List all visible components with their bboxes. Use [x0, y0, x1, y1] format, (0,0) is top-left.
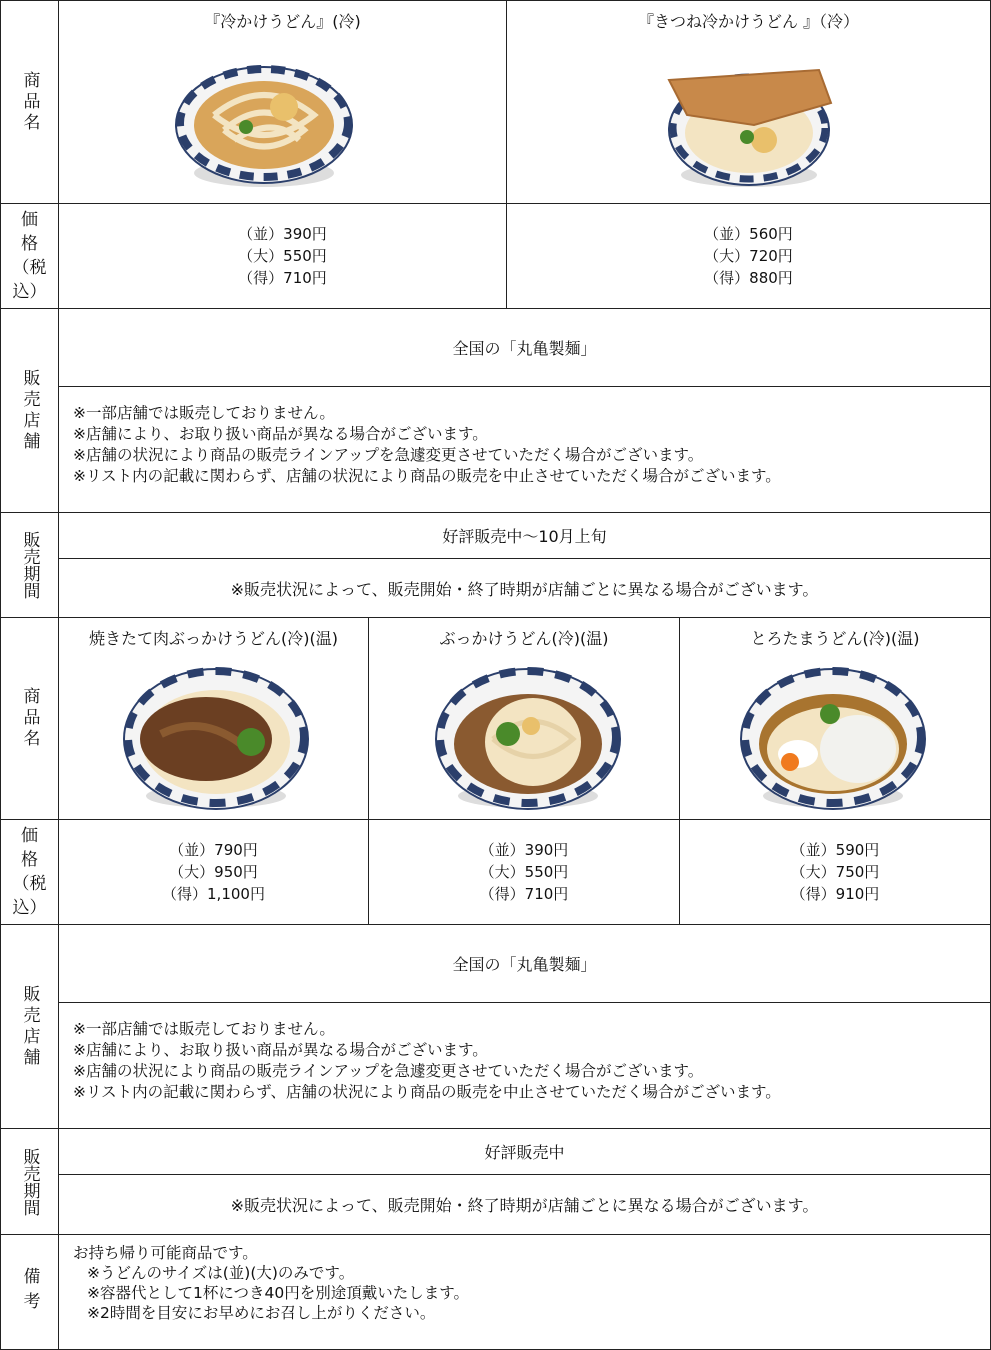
- price-toku: （得）910円: [790, 885, 880, 903]
- period-cell: [58, 512, 991, 559]
- price-cell-bukkake: [368, 819, 680, 925]
- label-text: 販売店舗: [19, 984, 40, 1069]
- period-cell: [58, 1128, 991, 1175]
- label-text: 販売期間: [19, 531, 40, 599]
- note-line: ※リスト内の記載に関わらず、店舗の状況により商品の販売を中止させていただく場合がございます。: [73, 467, 781, 485]
- label-text: 商品名: [19, 687, 40, 750]
- price-cell-niku: [58, 819, 369, 925]
- remark-line: ※2時間を目安にお早めにお召し上がりください。: [87, 1304, 436, 1322]
- remark-line: ※容器代として1杯につき40円を別途頂戴いたします。: [87, 1284, 470, 1302]
- label-char: （税: [12, 874, 47, 894]
- note-line: ※店舗の状況により商品の販売ラインアップを急遽変更させていただく場合がございます。: [73, 1062, 704, 1080]
- note-line: ※一部店舗では販売しておりません。: [73, 404, 335, 422]
- udon-bowl-torotama-icon: [738, 654, 928, 814]
- store-notes: [58, 1002, 991, 1129]
- label-product-1: [0, 0, 59, 204]
- label-char: 価: [21, 210, 38, 230]
- store-cell: [58, 924, 991, 1003]
- price-dai: （大）750円: [790, 863, 880, 881]
- price-cell-kitsune: [506, 203, 991, 309]
- remarks-cell: [58, 1234, 991, 1350]
- label-remarks: [0, 1234, 59, 1350]
- period-note-cell: [58, 1174, 991, 1235]
- period-text: 好評販売中: [484, 1143, 565, 1162]
- price-nami: （並）560円: [704, 225, 793, 243]
- note-line: ※一部店舗では販売しておりません。: [73, 1020, 335, 1038]
- product-name: ぶっかけうどん(冷)(温): [439, 629, 609, 648]
- period-text: 好評販売中〜10月上旬: [442, 527, 607, 546]
- label-period-1: [0, 512, 59, 618]
- label-char: 格: [21, 234, 38, 254]
- udon-bowl-cold-kake-icon: [174, 45, 354, 195]
- label-char: 込）: [12, 282, 47, 302]
- label-char: 込）: [12, 898, 47, 918]
- udon-bowl-kitsune-icon: [659, 45, 839, 195]
- remark-line: お持ち帰り可能商品です。: [73, 1244, 258, 1262]
- product-cell-torotama: [679, 617, 991, 820]
- price-cell-hiyakake: [58, 203, 507, 309]
- note-line: ※店舗により、お取り扱い商品が異なる場合がございます。: [73, 425, 488, 443]
- product-cell-niku: [58, 617, 369, 820]
- label-price-2: [0, 819, 59, 925]
- price-nami: （並）390円: [238, 225, 327, 243]
- price-nami: （並）390円: [479, 841, 569, 859]
- product-cell-kitsune: [506, 0, 991, 204]
- label-char: （税: [12, 258, 47, 278]
- label-store-1: [0, 308, 59, 513]
- price-toku: （得）710円: [238, 269, 327, 287]
- udon-bowl-niku-icon: [121, 654, 311, 814]
- price-nami: （並）790円: [169, 841, 258, 859]
- product-cell-bukkake: [368, 617, 680, 820]
- label-text: 販売期間: [19, 1147, 40, 1216]
- label-char: 格: [21, 850, 38, 870]
- store-cell: [58, 308, 991, 387]
- label-period-2: [0, 1128, 59, 1235]
- period-note: ※販売状況によって、販売開始・終了時期が店舗ごとに異なる場合がございます。: [230, 579, 819, 599]
- label-text: 販売店舗: [19, 368, 40, 453]
- period-note-cell: [58, 558, 991, 618]
- udon-bowl-bukkake-icon: [433, 654, 623, 814]
- price-toku: （得）710円: [479, 885, 569, 903]
- price-dai: （大）550円: [238, 247, 327, 265]
- store-notes: [58, 386, 991, 513]
- label-product-2: [0, 617, 59, 820]
- price-toku: （得）880円: [704, 269, 793, 287]
- price-dai: （大）950円: [169, 863, 258, 881]
- label-text: 備考: [19, 1267, 40, 1317]
- label-price-1: [0, 203, 59, 309]
- label-char: 価: [21, 826, 38, 846]
- price-nami: （並）590円: [790, 841, 880, 859]
- price-dai: （大）550円: [479, 863, 569, 881]
- label-text: 商品名: [19, 70, 40, 134]
- store-name: 全国の「丸亀製麺」: [452, 339, 597, 358]
- price-toku: （得）1,100円: [162, 885, 265, 903]
- product-name: 『きつね冷かけうどん 』（冷）: [637, 12, 860, 31]
- period-note: ※販売状況によって、販売開始・終了時期が店舗ごとに異なる場合がございます。: [230, 1196, 819, 1215]
- remark-line: ※うどんのサイズは(並)(大)のみです。: [87, 1264, 355, 1282]
- note-line: ※リスト内の記載に関わらず、店舗の状況により商品の販売を中止させていただく場合がございます。: [73, 1083, 781, 1101]
- product-cell-hiyakake: [58, 0, 507, 204]
- store-name: 全国の「丸亀製麺」: [452, 955, 597, 974]
- product-name: 『冷かけうどん』(冷): [204, 12, 361, 31]
- product-name: とろたまうどん(冷)(温): [750, 629, 920, 648]
- label-store-2: [0, 924, 59, 1129]
- price-dai: （大）720円: [704, 247, 793, 265]
- price-cell-torotama: [679, 819, 991, 925]
- product-name: 焼きたて肉ぶっかけうどん(冷)(温): [89, 629, 338, 648]
- note-line: ※店舗の状況により商品の販売ラインアップを急遽変更させていただく場合がございます。: [73, 446, 704, 464]
- note-line: ※店舗により、お取り扱い商品が異なる場合がございます。: [73, 1041, 488, 1059]
